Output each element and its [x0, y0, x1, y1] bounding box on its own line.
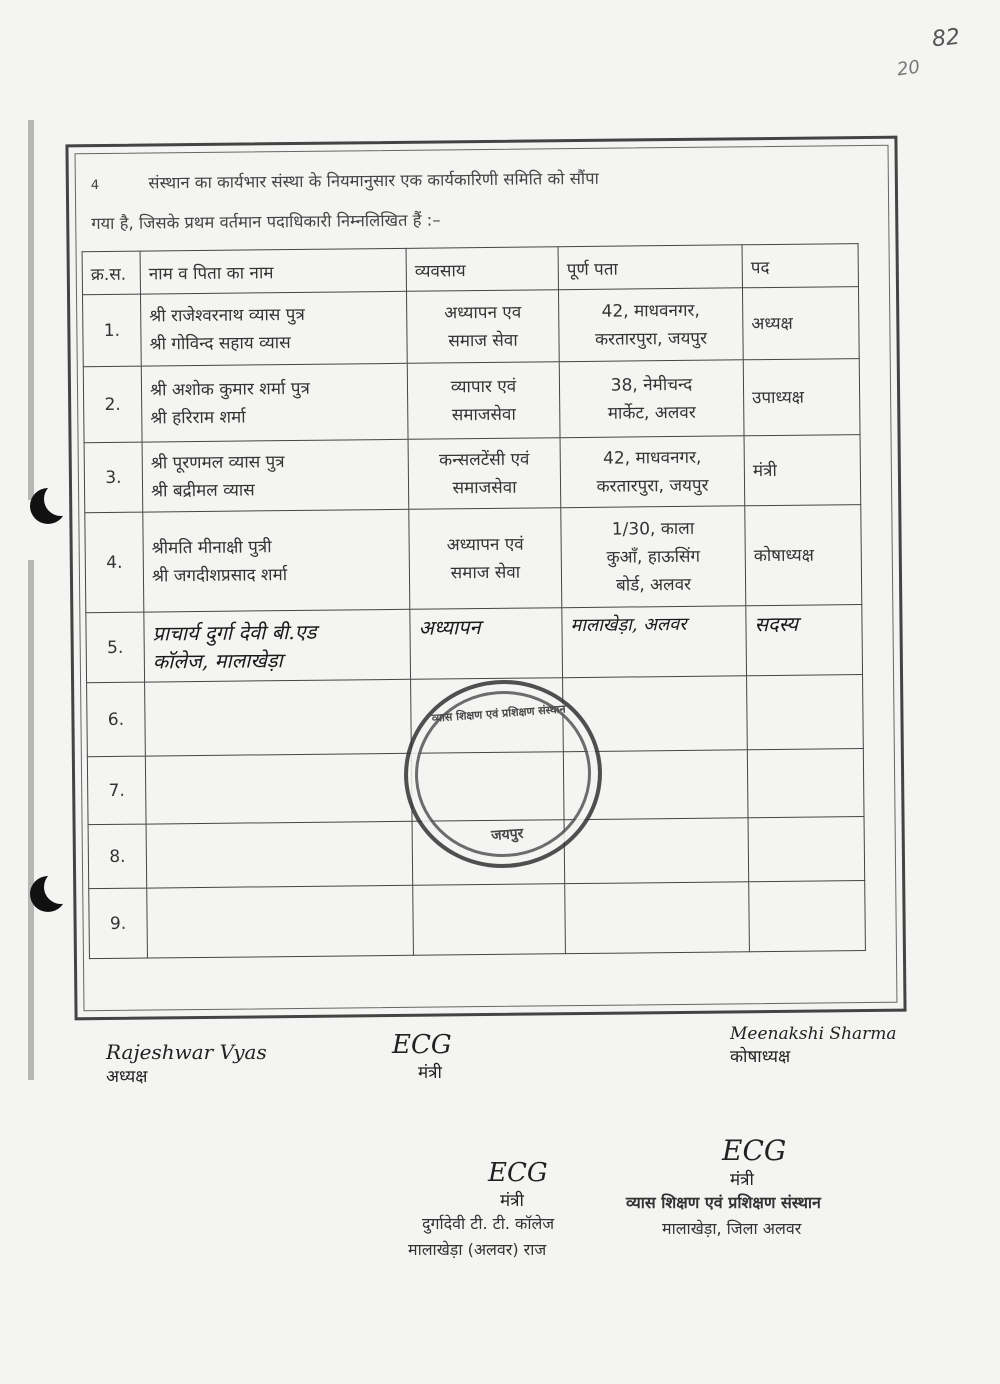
occupation-line: व्यापार एवं	[450, 376, 517, 397]
row-serial: 3.	[84, 442, 143, 513]
intro-paragraph	[91, 157, 872, 243]
punch-hole	[30, 876, 66, 912]
college-name: दुर्गादेवी टी. टी. कॉलेज	[422, 1214, 555, 1233]
member-name: श्री राजेश्वरनाथ व्यास पुत्र	[149, 304, 305, 327]
row-address: मालाखेड़ा, अलवर	[562, 606, 747, 678]
college-signature-block	[408, 1158, 628, 1263]
row-serial: 1.	[83, 294, 142, 367]
row-name	[145, 679, 412, 756]
college-secretary-label: मंत्री	[500, 1191, 524, 1211]
occupation-line: कन्सलटेंसी एवं	[439, 449, 530, 470]
col-header-address: पूर्ण पता	[558, 245, 742, 290]
member-name: श्री पूरणमल व्यास पुत्र	[150, 451, 285, 474]
occupation-line: समाज सेवा	[450, 562, 521, 583]
row-occupation	[413, 884, 566, 956]
institute-secretary-label: मंत्री	[730, 1170, 754, 1190]
row-address	[559, 360, 744, 438]
occupation-line: समाजसेवा	[452, 477, 517, 498]
institute-place: मालाखेड़ा, जिला अलवर	[662, 1219, 802, 1238]
treasurer-signature-block	[730, 1024, 897, 1067]
row-name	[145, 753, 412, 824]
row-post	[747, 675, 864, 750]
row-serial: 8.	[88, 824, 147, 889]
member-name: श्री अशोक कुमार शर्मा पुत्र	[149, 378, 310, 401]
table-row	[85, 505, 862, 613]
institute-secretary-signature: ECG	[722, 1134, 787, 1167]
row-occupation: अध्यापन	[410, 608, 563, 680]
row-name	[141, 363, 408, 442]
col-header-post: पद	[742, 244, 858, 288]
table-row	[89, 881, 866, 959]
row-name	[141, 291, 408, 366]
row-post	[748, 817, 865, 882]
secretary-signature-block	[392, 1030, 452, 1083]
treasurer-label: कोषाध्यक्ष	[730, 1047, 791, 1067]
page-number: 82	[930, 24, 962, 53]
row-name	[142, 439, 409, 512]
row-post: मंत्री	[744, 435, 861, 506]
father-name: कॉलेज, मालाखेड़ा	[152, 647, 283, 673]
row-address	[565, 882, 750, 954]
scan-margin-speckle	[28, 560, 34, 1080]
treasurer-signature: Meenakshi Sharma	[730, 1024, 897, 1044]
secretary-signature: ECG	[392, 1030, 452, 1060]
address-line: मार्केट, अलवर	[607, 402, 696, 424]
occupation-line: समाज सेवा	[448, 330, 518, 351]
address-line: 42, माधवनगर,	[603, 447, 702, 469]
row-occupation	[409, 508, 562, 610]
row-address	[558, 288, 743, 362]
address-line: 38, नेमीचन्द	[610, 374, 693, 396]
row-name	[144, 609, 411, 682]
row-address	[560, 436, 745, 508]
college-secretary-signature: ECG	[488, 1158, 548, 1188]
row-post: सदस्य	[746, 605, 863, 676]
member-name: श्रीमति मीनाक्षी पुत्री	[151, 536, 272, 558]
table-row	[84, 435, 861, 513]
row-post: उपाध्यक्ष	[743, 359, 860, 436]
row-post: कोषाध्यक्ष	[745, 505, 862, 606]
table-row	[83, 287, 860, 367]
seal-text-bottom: जयपुर	[490, 825, 524, 844]
page-number-secondary: 20	[895, 56, 922, 81]
row-address	[561, 506, 746, 608]
occupation-line: समाजसेवा	[451, 404, 516, 425]
seal-text-top: व्यास शिक्षण एवं प्रशिक्षण संस्थान	[431, 702, 567, 725]
institute-name: व्यास शिक्षण एवं प्रशिक्षण संस्थान	[626, 1193, 821, 1212]
row-name	[146, 821, 413, 888]
row-serial: 2.	[83, 366, 142, 443]
document-frame	[65, 136, 906, 1021]
row-serial: 7.	[87, 756, 146, 825]
row-serial: 6.	[87, 682, 146, 757]
row-occupation	[407, 362, 560, 440]
row-post: अध्यक्ष	[742, 287, 859, 360]
occupation-line: अध्यापन एवं	[446, 534, 524, 555]
member-name: प्राचार्य दुर्गा देवी बी.एड	[152, 619, 317, 645]
father-name: श्री बद्रीमल व्यास	[150, 479, 255, 502]
institute-signature-block	[626, 1134, 896, 1242]
row-post	[747, 749, 864, 818]
president-signature: Rajeshwar Vyas	[106, 1040, 267, 1064]
father-name: श्री गोविन्द सहाय व्यास	[149, 332, 291, 355]
intro-line-1: संस्थान का कार्यभार संस्था के नियमानुसार एक कार्यकारिणी समिति को सौंपा	[148, 168, 599, 193]
col-header-occupation: व्यवसाय	[406, 247, 558, 292]
clause-number: 4	[90, 178, 100, 194]
address-line: करतारपुरा, जयपुर	[594, 328, 708, 350]
table-row	[86, 605, 863, 683]
intro-line-2: गया है, जिसके प्रथम वर्तमान पदाधिकारी निम्नलिखित हैं :–	[91, 210, 441, 234]
address-line: बोर्ड, अलवर	[616, 574, 692, 596]
col-header-serial: क्र.स.	[82, 251, 140, 295]
row-name	[147, 885, 414, 958]
president-label: अध्यक्ष	[106, 1067, 148, 1087]
address-line: 42, माधवनगर,	[601, 300, 700, 322]
row-occupation	[408, 438, 561, 510]
row-name	[143, 509, 410, 612]
punch-hole	[30, 488, 66, 524]
table-row	[83, 359, 860, 443]
row-post	[749, 881, 866, 952]
secretary-label: मंत्री	[418, 1063, 442, 1083]
address-line: कुआँ, हाऊसिंग	[606, 546, 701, 568]
col-header-name: नाम व पिता का नाम	[140, 248, 406, 294]
row-serial: 5.	[86, 612, 145, 683]
row-serial: 4.	[85, 512, 144, 613]
president-signature-block	[106, 1040, 267, 1087]
address-line: करतारपुरा, जयपुर	[596, 475, 709, 497]
address-line: 1/30, काला	[611, 518, 695, 540]
row-serial: 9.	[89, 888, 148, 959]
father-name: श्री जगदीशप्रसाद शर्मा	[151, 564, 288, 586]
occupation-line: अध्यापन एव	[444, 302, 522, 323]
row-occupation	[406, 290, 559, 364]
scan-margin-speckle	[28, 120, 34, 500]
college-place: मालाखेड़ा (अलवर) राज	[408, 1240, 547, 1259]
father-name: श्री हरिराम शर्मा	[150, 407, 246, 429]
